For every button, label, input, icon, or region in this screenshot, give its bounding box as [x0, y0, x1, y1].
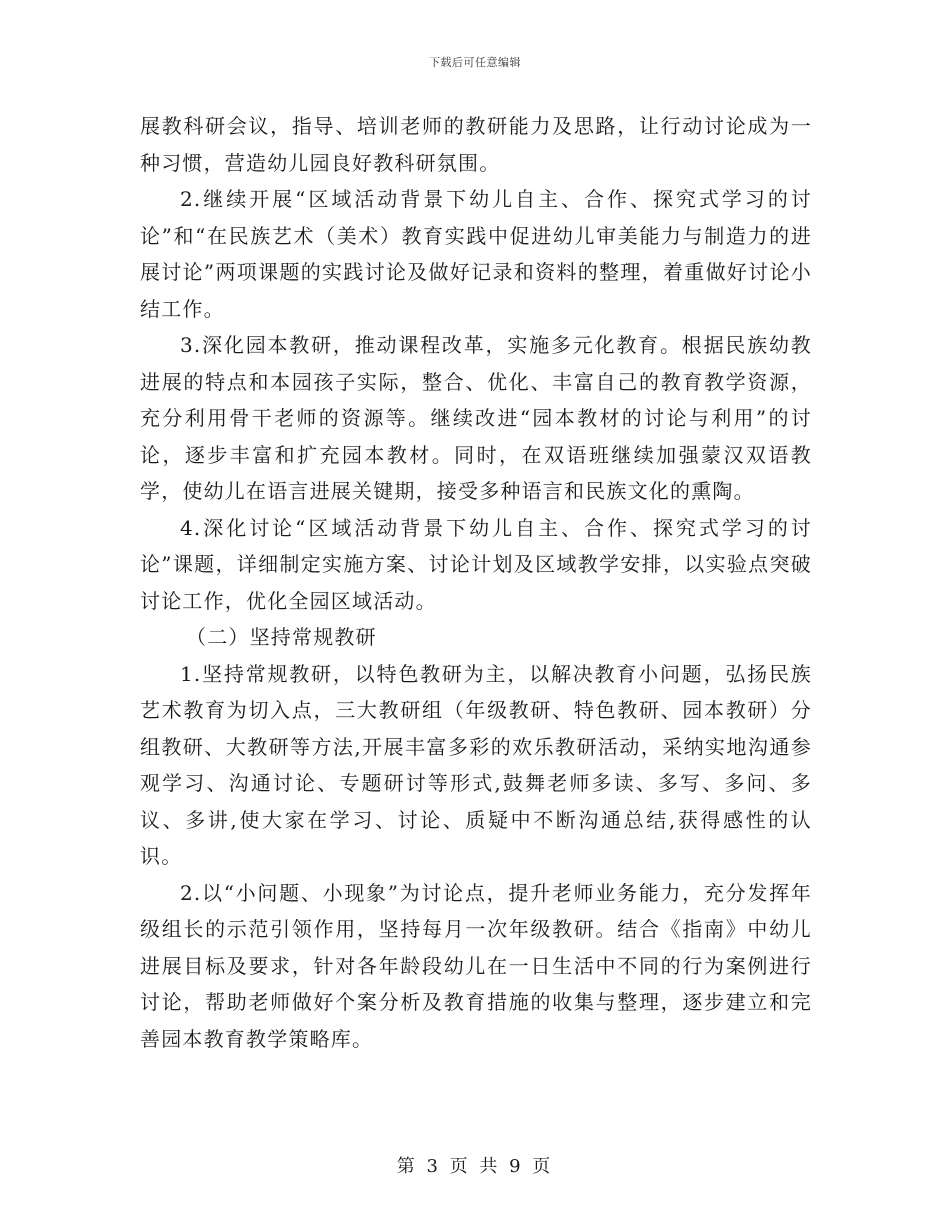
page-number: 第 3 页 共 9 页: [396, 1156, 554, 1177]
page-header: 下载后可任意编辑: [429, 56, 521, 69]
paragraph-item-2: 2.继续开展“区域活动背景下幼儿自主、合作、探究式学习的讨论”和“在民族艺术（美术）教育实践中促进幼儿审美能力与制造力的进展讨论”两项课题的实践讨论及做好记录和资料的整理，着重做好讨论小结工作。: [140, 187, 812, 321]
paragraph-continuation: 展教科研会议，指导、培训老师的教研能力及思路，让行动讨论成为一种习惯，营造幼儿园良好教科研氛围。: [140, 114, 812, 175]
document-body: [140, 108, 812, 1057]
paragraph-item-4: 4.深化讨论“区域活动背景下幼儿自主、合作、探究式学习的讨论”课题，详细制定实施方案、讨论计划及区域教学安排，以实验点突破讨论工作，优化全园区域活动。: [140, 515, 812, 613]
paragraph-item-3: 3.深化园本教研，推动课程改革，实施多元化教育。根据民族幼教进展的特点和本园孩子实际，整合、优化、丰富自己的教育教学资源，充分利用骨干老师的资源等。继续改进“园本教材的讨论与利用”的讨论，逐步丰富和扩充园本教材。同时，在双语班继续加强蒙汉双语教学，使幼儿在语言进展关键期，接受多种语言和民族文化的熏陶。: [140, 333, 812, 503]
paragraph-routine-1: 1.坚持常规教研，以特色教研为主，以解决教育小问题，弘扬民族艺术教育为切入点，三大教研组（年级教研、特色教研、园本教研）分组教研、大教研等方法,开展丰富多彩的欢乐教研活动，采纳实地沟通参观学习、沟通讨论、专题研讨等形式,鼓舞老师多读、多写、多问、多议、多讲,使大家在学习、讨论、质疑中不断沟通总结,获得感性的认识。: [140, 661, 812, 868]
section-heading: （二）坚持常规教研: [186, 625, 377, 649]
paragraph-routine-2: 2.以“小问题、小现象”为讨论点，提升老师业务能力，充分发挥年级组长的示范引领作用，坚持每月一次年级教研。结合《指南》中幼儿进展目标及要求，针对各年龄段幼儿在一日生活中不同的行为案例进行讨论，帮助老师做好个案分析及教育措施的收集与整理，逐步建立和完善园本教育教学策略库。: [140, 880, 812, 1051]
